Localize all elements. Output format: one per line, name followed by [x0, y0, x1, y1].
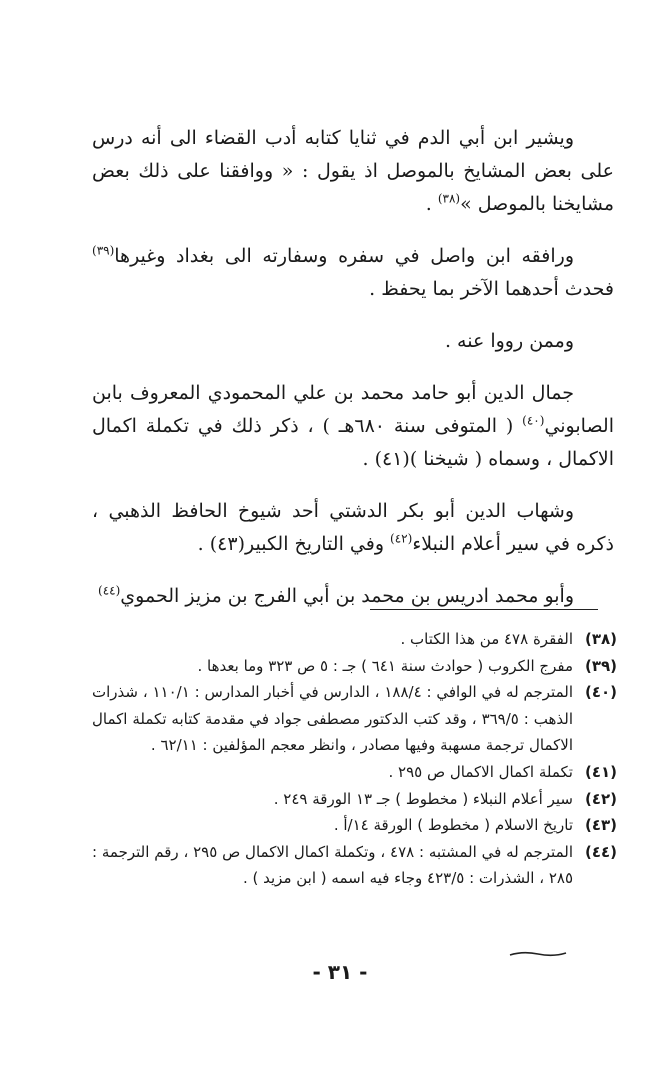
footnote-ref[interactable]: (٤٤)	[98, 583, 121, 598]
paragraph-6: وأبو محمد ادريس بن محمد بن أبي الفرج بن مزيز الحموي$^{(٤٤)}$	[98, 583, 574, 607]
paragraph-3: وممن رووا عنه .	[444, 330, 574, 352]
paragraph-5: وشهاب الدين أبو بكر الدشتي أحد شيوخ الحافظ الذهبي ، ذكره في سير أعلام النبلاء$^{(٤٢)}$ وفي التاريخ الكبير(٤٣) .	[92, 500, 614, 555]
footnote-number: (٤٣)	[584, 816, 617, 835]
footnote-item: (٤٣) تاريخ الاسلام ( مخطوط ) الورقة ١٤/أ .	[92, 812, 617, 839]
footnote-number: (٤١)	[584, 762, 617, 781]
footnote-number: (٤٠)	[584, 683, 617, 702]
footnote-item: (٤٤) المترجم له في المشتبه : ٤٧٨ ، وتكملة اكمال الاكمال ص ٢٩٥ ، رقم الترجمة : ٢٨٥ ، الشذرات : ٤٢٣/٥ وجاء فيه اسمه ( ابن مزيد ) .	[92, 839, 617, 892]
footnote-ref[interactable]: (٤٢)	[390, 531, 413, 546]
footnote-item: (٤١) تكملة اكمال الاكمال ص ٢٩٥ .	[92, 759, 617, 786]
footnote-ref[interactable]: (٣٩)	[92, 243, 115, 258]
footnote-item: (٤٢) سير أعلام النبلاء ( مخطوط ) جـ ١٣ الورقة ٢٤٩ .	[92, 786, 617, 813]
footnote-item: (٣٩) مفرج الكروب ( حوادث سنة ٦٤١ ) جـ : ٥ ص ٣٢٣ وما بعدها .	[92, 653, 617, 680]
footnote-number: (٤٢)	[584, 789, 617, 808]
ornament-mark	[508, 949, 568, 959]
main-text	[92, 122, 614, 632]
footnote-ref[interactable]: (٤٠)	[522, 413, 545, 428]
footnote-number: (٤٤)	[584, 842, 617, 861]
footnote-number: (٣٩)	[584, 656, 617, 675]
footnote-divider	[370, 609, 598, 610]
paragraph-2: ورافقه ابن واصل في سفره وسفارته الى بغداد وغيرها$^{(٣٩)}$ فحدث أحدهما الآخر بما يحفظ .	[92, 243, 614, 300]
footnotes	[92, 626, 617, 892]
footnote-ref[interactable]: (٣٨)	[437, 191, 461, 206]
footnote-number: (٣٨)	[584, 630, 617, 648]
footnote-item: (٣٨) الفقرة ٤٧٨ من هذا الكتاب .	[92, 626, 617, 653]
footnote-item: (٤٠) المترجم له في الوافي : ١٨٨/٤ ، الدارس في أخبار المدارس : ١١٠/١ ، شذرات الذهب : ٣٦٩/٥ ، وقد كتب الدكتور مصطفى جواد في مقدمة كتابه تكملة اكمال الاكمال ترجمة مسهبة وفيها مصادر ، وانظر معجم المؤلفين : ٦٢/١١ .	[92, 679, 617, 759]
paragraph-1: ويشير ابن أبي الدم في ثنايا كتابه أدب القضاء الى أنه درس على بعض المشايخ بالموصل اذ يقول : « ووافقنا على ذلك بعض مشايخنا بالموصل »$^{(٣٨)}$ .	[92, 127, 614, 215]
page-number: - ٣١ -	[312, 960, 368, 984]
paragraph-4: جمال الدين أبو حامد محمد بن علي المحمودي المعروف بابن الصابوني$^{(٤٠)}$ ( المتوفى سنة ٦٨٠هـ ) ، ذكر ذلك في تكملة اكمال الاكمال ، وسماه ( شيخنا )(٤١) .	[92, 382, 614, 470]
